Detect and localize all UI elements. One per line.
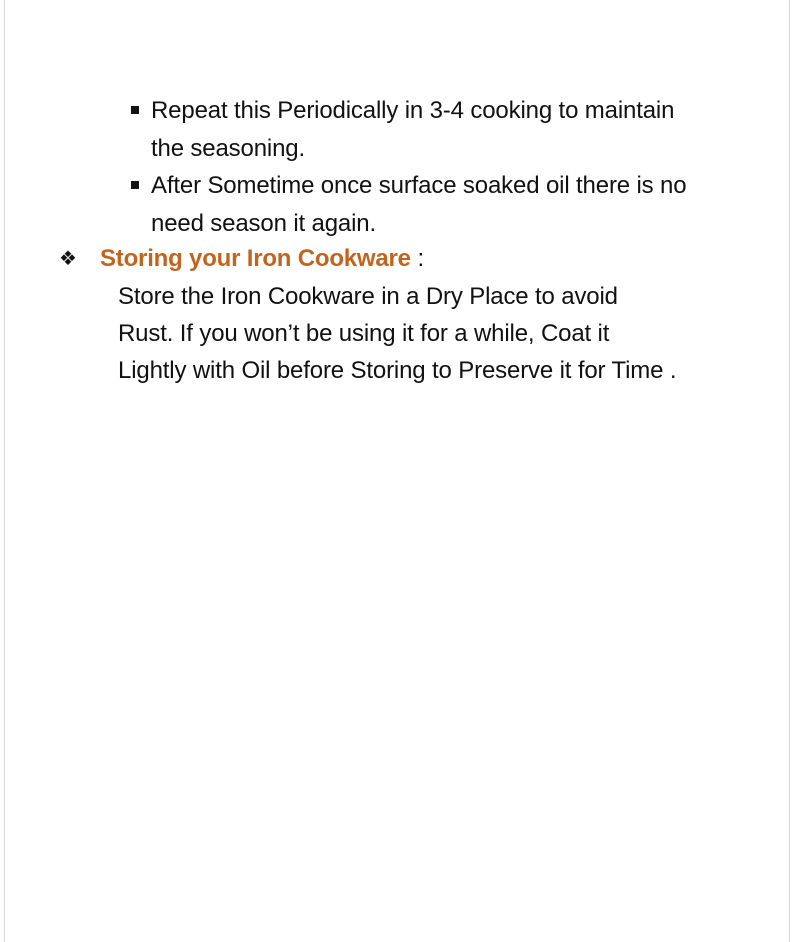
section-title: Storing your Iron Cookware xyxy=(100,245,411,272)
list-item xyxy=(131,167,711,242)
section-heading xyxy=(57,240,757,278)
square-bullet-icon xyxy=(131,181,139,189)
storing-section xyxy=(57,240,757,389)
section-heading-text xyxy=(100,240,424,278)
square-bullet-icon xyxy=(131,106,139,114)
bullet-text: After Sometime once surface soaked oil there is no need season it again. xyxy=(151,172,687,237)
section-title-colon: : xyxy=(410,245,425,272)
document-page xyxy=(4,0,790,942)
bullet-list xyxy=(131,92,711,242)
bullet-text: Repeat this Periodically in 3-4 cooking to maintain the seasoning. xyxy=(151,97,675,162)
section-paragraph: Store the Iron Cookware in a Dry Place to avoid Rust. If you won’t be using it for a while, Coat it Lightly with Oil before Storing to Preserve it for Time . xyxy=(118,282,677,384)
list-item xyxy=(131,92,711,167)
four-diamond-icon: ❖ xyxy=(59,246,77,270)
